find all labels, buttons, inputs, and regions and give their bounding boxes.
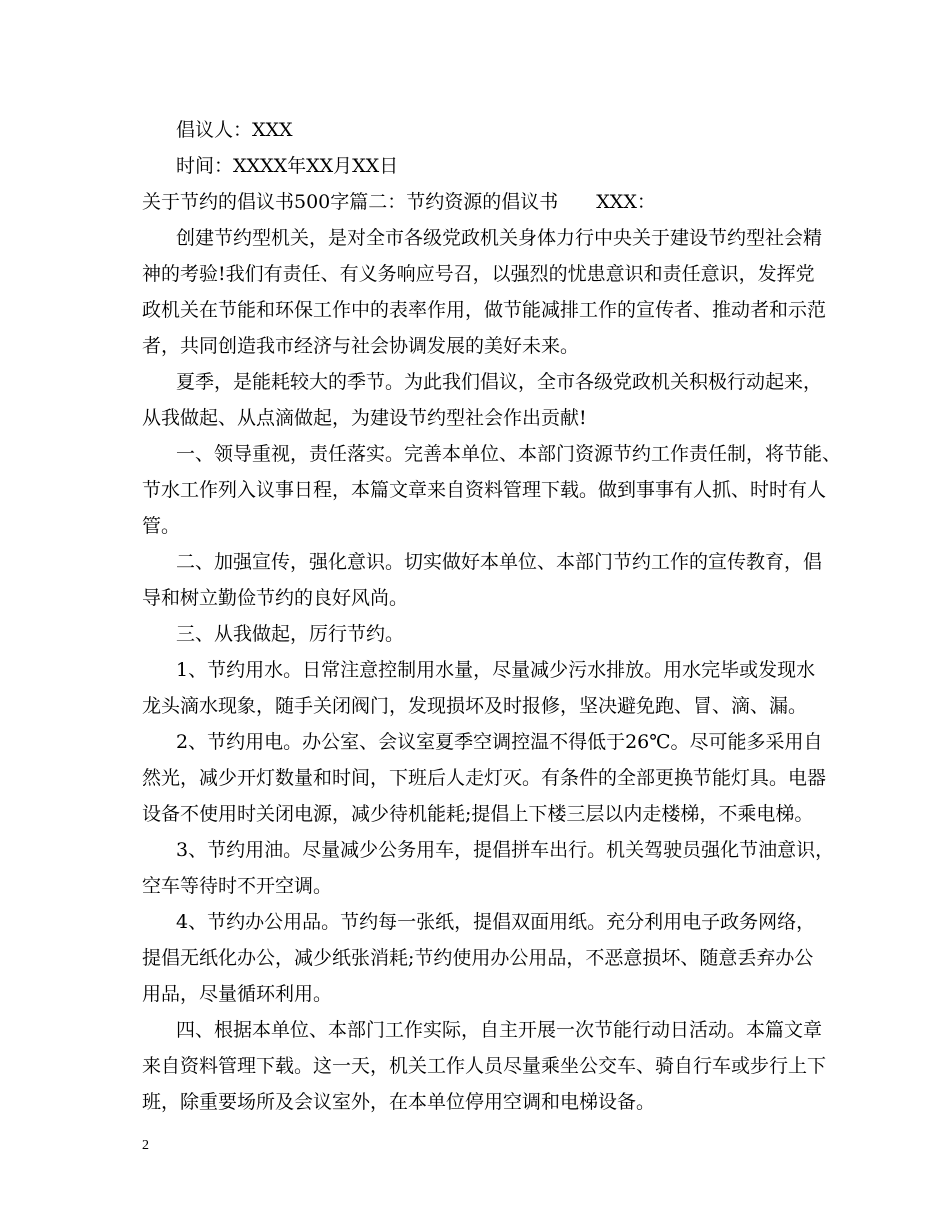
text-line: 二、加强宣传，强化意识。切实做好本单位、本部门节约工作的宣传教育，倡 xyxy=(176,551,823,573)
text-line: 创建节约型机关，是对全市各级党政机关身体力行中央关于建设节约型社会精 xyxy=(176,227,823,249)
document-body xyxy=(142,112,842,1120)
text-line: 来自资料管理下载。这一天，机关工作人员尽量乘坐公交车、骑自行车或步行上下 xyxy=(142,1055,827,1077)
text-line: 空车等待时不开空调。 xyxy=(142,875,333,897)
text-line: 管。 xyxy=(142,515,181,537)
text-line: 4、节约办公用品。节约每一张纸，提倡双面用纸。充分利用电子政务网络， xyxy=(176,911,816,933)
text-line: 夏季，是能耗较大的季节。为此我们倡议，全市各级党政机关积极行动起来， xyxy=(176,371,823,393)
text-line: 节水工作列入议事日程，本篇文章来自资料管理下载。做到事事有人抓、时时有人 xyxy=(142,479,827,501)
page-number: 2 xyxy=(142,1138,149,1153)
text-line: 龙头滴水现象，随手关闭阀门，发现损坏及时报修，坚决避免跑、冒、滴、漏。 xyxy=(142,695,808,717)
text-line: 班，除重要场所及会议室外，在本单位停用空调和电梯设备。 xyxy=(142,1091,656,1113)
text-line: 设备不使用时关闭电源，减少待机能耗;提倡上下楼三层以内走楼梯，不乘电梯。 xyxy=(142,803,814,825)
text-line: 者，共同创造我市经济与社会协调发展的美好未来。 xyxy=(142,335,580,357)
text-line: 政机关在节能和环保工作中的表率作用，做节能减排工作的宣传者、推动者和示范 xyxy=(142,299,827,321)
text-line: 关于节约的倡议书500字篇二：节约资源的倡议书 XXX： xyxy=(142,191,656,213)
text-line: 提倡无纸化办公，减少纸张消耗;节约使用办公用品，不恶意损坏、随意丢弃办公 xyxy=(142,947,814,969)
text-line: 从我做起、从点滴做起，为建设节约型社会作出贡献! xyxy=(142,407,587,429)
text-line: 然光，减少开灯数量和时间，下班后人走灯灭。有条件的全部更换节能灯具。电器 xyxy=(142,767,827,789)
text-line: 3、节约用油。尽量减少公务用车，提倡拼车出行。机关驾驶员强化节油意识， xyxy=(176,839,835,861)
text-line: 1、节约用水。日常注意控制用水量，尽量减少污水排放。用水完毕或发现水 xyxy=(176,659,816,681)
text-line: 一、领导重视，责任落实。完善本单位、本部门资源节约工作责任制，将节能、 xyxy=(176,443,842,465)
text-line: 导和树立勤俭节约的良好风尚。 xyxy=(142,587,409,609)
text-line: 倡议人：XXX xyxy=(176,119,293,141)
text-line: 用品，尽量循环利用。 xyxy=(142,983,333,1005)
text-line: 神的考验!我们有责任、有义务响应号召，以强烈的忧患意识和责任意识，发挥党 xyxy=(142,263,815,285)
text-line: 三、从我做起，厉行节约。 xyxy=(176,623,405,645)
text-line: 四、根据本单位、本部门工作实际，自主开展一次节能行动日活动。本篇文章 xyxy=(176,1019,823,1041)
text-line: 时间：XXXX年XX月XX日 xyxy=(176,155,399,177)
text-line: 2、节约用电。办公室、会议室夏季空调控温不得低于26℃。尽可能多采用自 xyxy=(176,731,823,753)
